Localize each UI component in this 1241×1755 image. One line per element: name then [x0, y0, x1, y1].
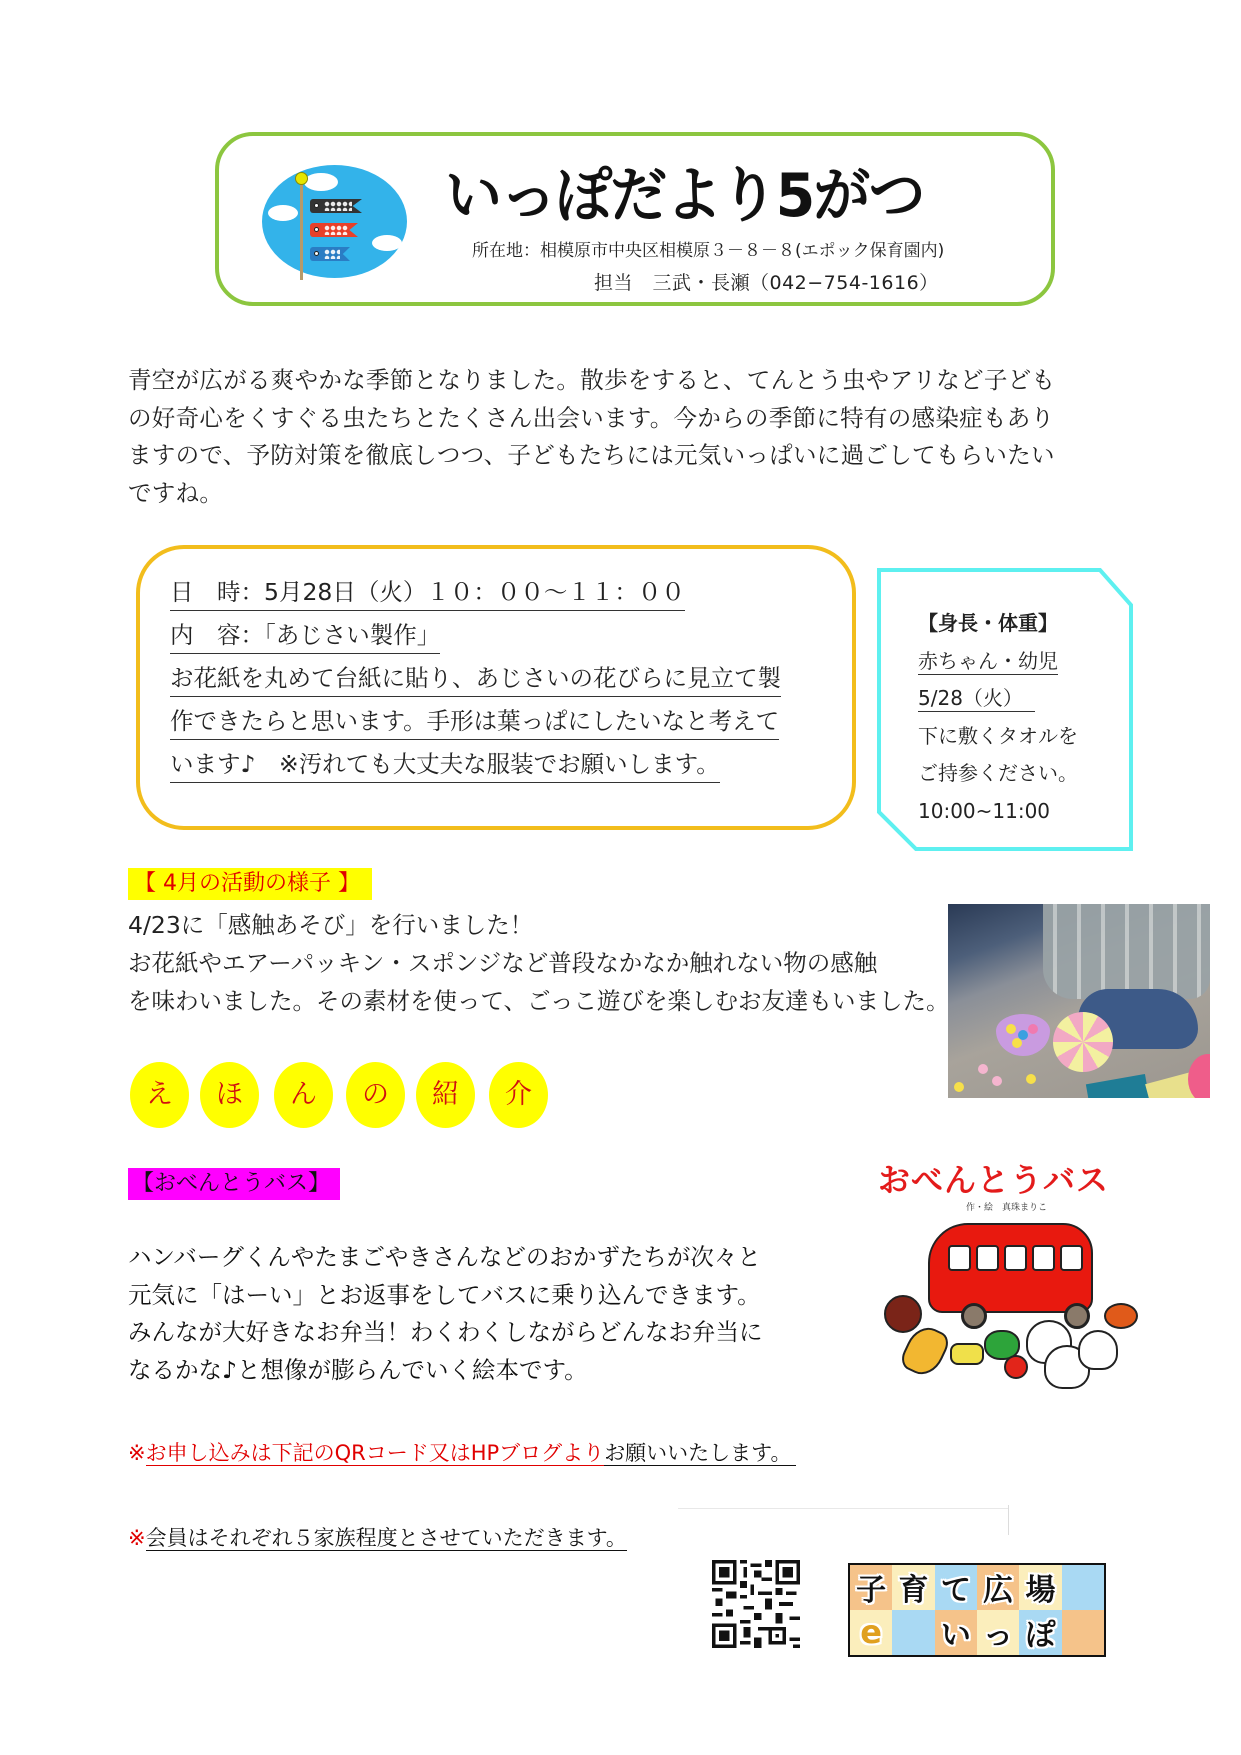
april-line: 4/23に「感触あそび」を行いました！	[128, 911, 534, 939]
intro-line: ますので、予防対策を徹底しつつ、子どもたちには元気いっぱいに過ごしてもらいたい	[128, 441, 1055, 469]
intro-paragraph	[128, 362, 1113, 512]
application-method: お申し込みは下記のQRコード又はHPブログより	[145, 1441, 605, 1465]
member-limit: 会員はそれぞれ５家族程度とさせていただきます。	[145, 1526, 627, 1550]
logo-mascot-icon: e	[860, 1612, 883, 1651]
divider	[678, 1508, 1008, 1509]
event-content: 内 容：「あじさい製作」	[170, 618, 440, 654]
note-mark: ※	[128, 1526, 146, 1550]
application-request: お願いいたします。	[604, 1441, 795, 1466]
newsletter-title: いっぽだより5がつ	[445, 161, 924, 231]
onigiri-icon	[1078, 1330, 1118, 1370]
black-carp-icon	[310, 199, 362, 213]
book-line: 元気に「はーい」とお返事をしてバスに乗り込んできます。	[128, 1280, 761, 1309]
measurement-target: 赤ちゃん・幼児	[918, 648, 1058, 673]
logo-char: 場	[1025, 1572, 1056, 1608]
pole-icon	[300, 178, 303, 280]
event-description-line: います♪ ※汚れても大丈夫な服装でお願いします。	[170, 747, 720, 783]
heading-char: 介	[489, 1062, 548, 1128]
book-cover-author: 作・絵 真珠まりこ	[966, 1203, 1048, 1213]
address: 所在地：相模原市中央区相模原３－８－８(エポック保育園内)	[472, 241, 945, 261]
logo-char: い	[940, 1617, 971, 1653]
divider	[1008, 1505, 1009, 1535]
contact: 担当 三武・長瀬（042−754-1616）	[594, 272, 939, 294]
event-description-line: 作できたらと思います。手形は葉っぱにしたいなと考えて	[170, 704, 779, 740]
intro-line: ですね。	[128, 478, 224, 507]
application-note	[128, 1437, 796, 1467]
heading-char: え	[130, 1062, 189, 1128]
book-line: ハンバーグくんやたまごやきさんなどのおかずたちが次々と	[128, 1243, 761, 1271]
book-cover-title: おべんとうバス	[878, 1161, 1110, 1199]
measurement-details	[918, 605, 1078, 830]
book-line: なるかな♪と想像が膨らんでいく絵本です。	[128, 1355, 588, 1384]
egg-roll-icon	[950, 1343, 984, 1365]
book-title-label: 【おべんとうバス】	[128, 1168, 340, 1200]
children-playing-photo	[948, 904, 1210, 1098]
intro-line: 青空が広がる爽やかな季節となりました。散歩をすると、てんとう虫やアリなど子ども	[128, 366, 1056, 394]
logo-char: 子	[856, 1572, 887, 1608]
intro-line: の好奇心をくすぐる虫たちとたくさん出会います。今からの季節に特有の感染症もあり	[128, 403, 1055, 432]
april-line: を味わいました。その素材を使って、ごっこ遊びを楽しむお友達もいました。	[128, 987, 950, 1015]
cloud-icon	[372, 235, 402, 251]
book-description	[128, 1239, 828, 1389]
pole-top-icon	[295, 172, 308, 185]
logo-char: て	[940, 1572, 971, 1608]
measurement-date: 5/28（火）	[918, 685, 1035, 712]
heading-char: ん	[274, 1062, 333, 1128]
event-datetime: 日 時：5月28日（火）１０：００～１１：００	[170, 575, 685, 611]
measurement-note: ご持参ください。	[918, 761, 1078, 785]
measurement-note: 下に敷くタオルを	[918, 723, 1078, 748]
logo-char: 育	[898, 1572, 929, 1608]
april-section-label: 【 4月の活動の様子 】	[128, 868, 372, 900]
april-description	[128, 906, 968, 1020]
logo-char: ぽ	[1025, 1617, 1056, 1653]
event-details	[170, 572, 820, 787]
measurement-heading: 【身長・体重】	[918, 611, 1058, 635]
cloud-icon	[304, 173, 338, 191]
tomato-icon	[1004, 1355, 1028, 1379]
kosodate-hiroba-ippo-logo	[848, 1563, 1106, 1657]
note-mark: ※	[128, 1441, 146, 1465]
member-note	[128, 1522, 627, 1552]
heading-char: ほ	[200, 1062, 259, 1128]
measurement-time: 10:00~11:00	[918, 798, 1051, 823]
bus-icon	[928, 1223, 1093, 1313]
hamburg-icon	[884, 1295, 922, 1333]
koinobori-icon	[262, 165, 407, 278]
logo-char: 広	[983, 1572, 1014, 1608]
heading-char: 紹	[416, 1062, 475, 1128]
heading-char: の	[346, 1062, 405, 1128]
qr-code[interactable]	[712, 1560, 800, 1648]
april-line: お花紙やエアーパッキン・スポンジなど普段なかなか触れない物の感触	[128, 949, 878, 977]
red-carp-icon	[310, 223, 358, 237]
event-description-line: お花紙を丸めて台紙に貼り、あじさいの花びらに見立て製	[170, 661, 781, 697]
cloud-icon	[268, 205, 298, 221]
book-cover-image	[866, 1145, 1146, 1395]
logo-char: っ	[983, 1617, 1014, 1653]
orange-icon	[1104, 1303, 1138, 1329]
book-line: みんなが大好きなお弁当！わくわくしながらどんなお弁当に	[128, 1318, 763, 1346]
blue-carp-icon	[310, 247, 350, 261]
